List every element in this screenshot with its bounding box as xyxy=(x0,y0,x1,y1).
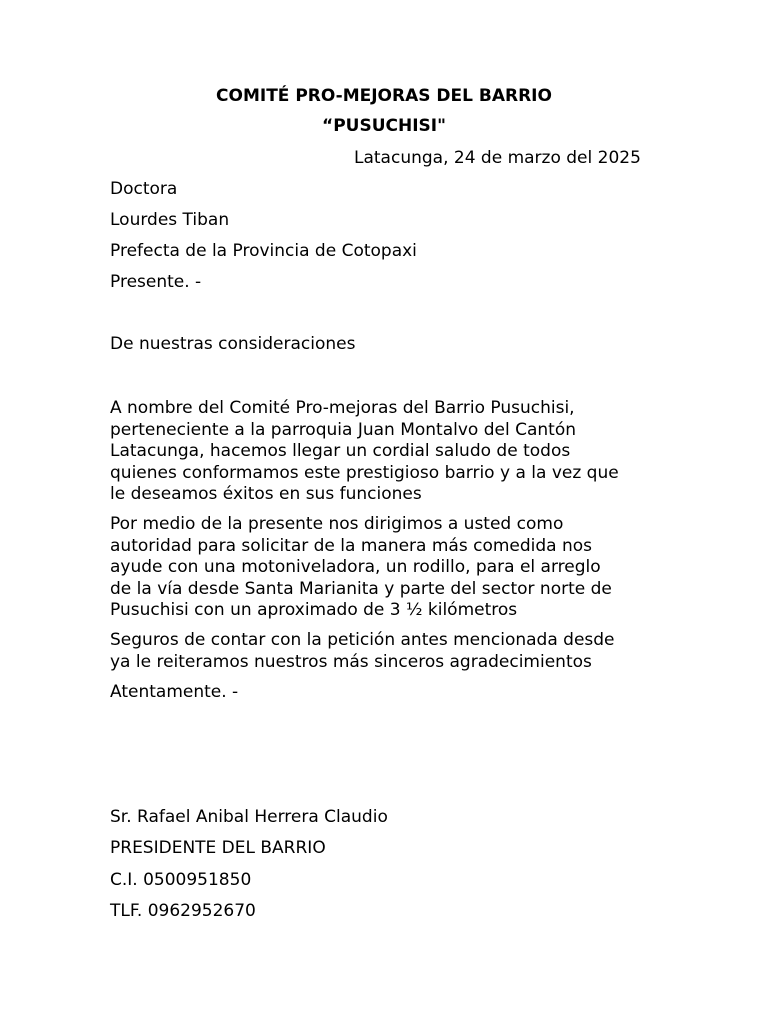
paragraph-line: Pusuchisi con un aproximado de 3 ½ kilómetros xyxy=(110,600,518,620)
paragraph-line: perteneciente a la parroquia Juan Montalvo del Cantón xyxy=(110,419,576,440)
signature-name: Sr. Rafael Anibal Herrera Claudio xyxy=(110,807,388,827)
paragraph-line: Latacunga, hacemos llegar un cordial saludo de todos xyxy=(110,441,571,461)
body-paragraph-1 xyxy=(110,398,658,506)
salutation: De nuestras consideraciones xyxy=(110,334,356,354)
recipient-name: Lourdes Tiban xyxy=(110,210,230,230)
recipient-title: Doctora xyxy=(110,179,178,199)
paragraph-line: ya le reiteramos nuestros más sinceros agradecimientos xyxy=(110,651,592,672)
paragraph-line: A nombre del Comité Pro-mejoras del Barrio Pusuchisi, xyxy=(110,398,575,418)
date-line: Latacunga, 24 de marzo del 2025 xyxy=(354,148,641,168)
paragraph-line: autoridad para solicitar de la manera más comedida nos xyxy=(110,535,593,556)
letterhead-org-name: COMITÉ PRO-MEJORAS DEL BARRIO xyxy=(216,86,552,106)
recipient-presente: Presente. - xyxy=(110,272,202,292)
paragraph-line: quienes conformamos este prestigioso barrio y a la vez que xyxy=(110,462,619,483)
paragraph-line: de la vía desde Santa Marianita y parte del sector norte de xyxy=(110,578,612,599)
paragraph-line: le deseamos éxitos en sus funciones xyxy=(110,484,422,504)
signature-phone: TLF. 0962952670 xyxy=(110,901,256,921)
paragraph-line: Seguros de contar con la petición antes mencionada desde xyxy=(110,630,615,650)
signature-ci: C.I. 0500951850 xyxy=(110,870,252,890)
paragraph-line: ayude con una motoniveladora, un rodillo, para el arreglo xyxy=(110,557,601,577)
body-paragraph-2 xyxy=(110,514,658,622)
recipient-position: Prefecta de la Provincia de Cotopaxi xyxy=(110,241,417,261)
body-paragraph-3 xyxy=(110,630,658,673)
closing: Atentamente. - xyxy=(110,682,239,702)
paragraph-line: Por medio de la presente nos dirigimos a usted como xyxy=(110,514,564,534)
signature-role: PRESIDENTE DEL BARRIO xyxy=(110,838,326,858)
letterhead-barrio-name: “PUSUCHISI" xyxy=(322,116,446,136)
